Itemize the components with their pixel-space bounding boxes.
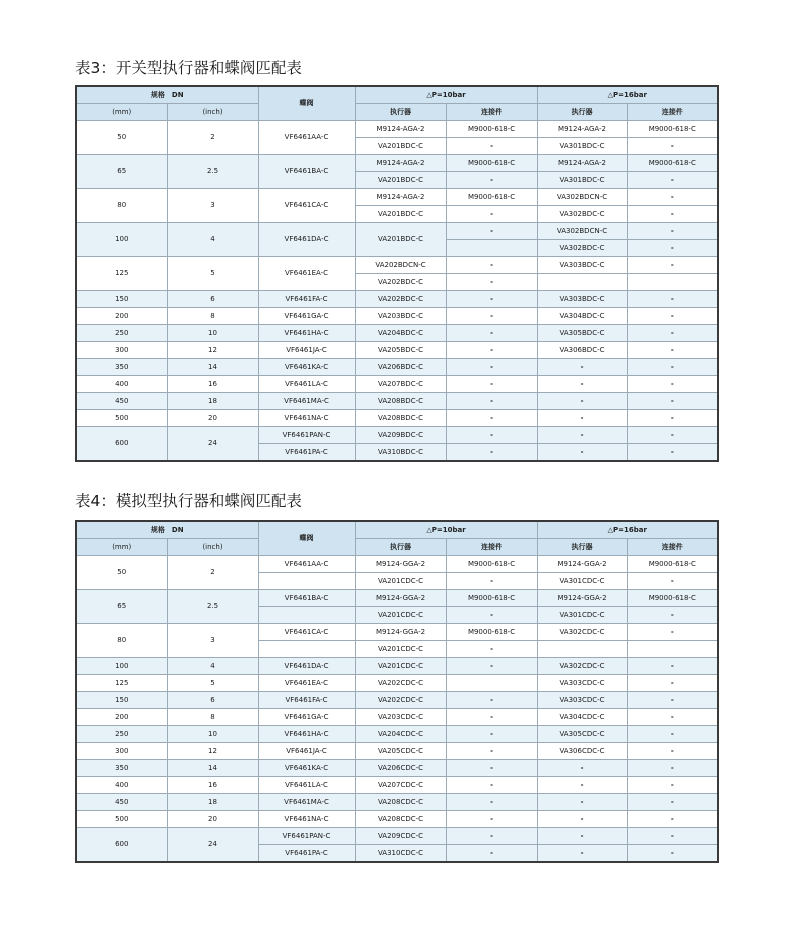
cell-connector-16bar: - <box>627 444 718 462</box>
cell-connector-10bar: - <box>446 342 537 359</box>
cell-actuator-16bar: - <box>537 444 627 462</box>
cell-connector-10bar: M9000-618-C <box>446 155 537 172</box>
table-row <box>76 726 718 743</box>
cell-dn-inch: 12 <box>167 743 258 760</box>
cell-valve: VF6461PA-C <box>258 444 355 462</box>
cell-connector-10bar: - <box>446 743 537 760</box>
cell-connector-10bar <box>446 240 537 257</box>
cell-dn-inch: 16 <box>167 777 258 794</box>
header-connector-16bar: 连接件 <box>627 104 718 121</box>
cell-connector-10bar: M9000-618-C <box>446 590 537 607</box>
cell-actuator-10bar: VA310BDC-C <box>355 444 446 462</box>
cell-actuator-16bar: VA302BDCN-C <box>537 223 627 240</box>
cell-actuator-16bar: VA303CDC-C <box>537 692 627 709</box>
cell-actuator-10bar: VA204CDC-C <box>355 726 446 743</box>
cell-actuator-16bar: - <box>537 845 627 863</box>
cell-dn-mm: 150 <box>76 692 167 709</box>
cell-connector-16bar: - <box>627 376 718 393</box>
cell-actuator-16bar: VA303BDC-C <box>537 257 627 274</box>
cell-connector-16bar: - <box>627 760 718 777</box>
cell-dn-mm: 200 <box>76 709 167 726</box>
cell-actuator-10bar: VA201CDC-C <box>355 573 446 590</box>
cell-actuator-16bar: - <box>537 811 627 828</box>
cell-connector-10bar: - <box>446 206 537 223</box>
cell-connector-16bar: M9000-618-C <box>627 556 718 573</box>
cell-actuator-16bar: - <box>537 427 627 444</box>
cell-valve: VF6461BA-C <box>258 155 355 189</box>
cell-actuator-10bar: VA209CDC-C <box>355 828 446 845</box>
table-row <box>76 155 718 172</box>
header-dp-10bar: △P=10bar <box>355 521 537 539</box>
cell-valve: VF6461GA-C <box>258 709 355 726</box>
cell-actuator-16bar: - <box>537 828 627 845</box>
cell-connector-16bar: - <box>627 172 718 189</box>
cell-actuator-16bar: M9124-GGA-2 <box>537 556 627 573</box>
cell-dn-inch: 5 <box>167 675 258 692</box>
cell-valve: VF6461CA-C <box>258 189 355 223</box>
cell-actuator-16bar: - <box>537 777 627 794</box>
cell-valve: VF6461NA-C <box>258 410 355 427</box>
cell-connector-10bar: - <box>446 223 537 240</box>
cell-actuator-10bar: VA209BDC-C <box>355 427 446 444</box>
table-row <box>76 709 718 726</box>
cell-connector-16bar: - <box>627 777 718 794</box>
cell-connector-16bar: - <box>627 794 718 811</box>
cell-dn-inch: 20 <box>167 811 258 828</box>
cell-connector-16bar: - <box>627 138 718 155</box>
header-spec-dn: 规格 DN <box>76 521 258 539</box>
cell-valve: VF6461PA-C <box>258 845 355 863</box>
cell-dn-inch: 16 <box>167 376 258 393</box>
cell-valve: VF6461AA-C <box>258 121 355 155</box>
cell-actuator-10bar: VA203CDC-C <box>355 709 446 726</box>
cell-connector-10bar: - <box>446 427 537 444</box>
cell-dn-mm: 125 <box>76 675 167 692</box>
header-dp-16bar: △P=16bar <box>537 86 718 104</box>
cell-actuator-16bar: - <box>537 760 627 777</box>
cell-actuator-16bar: VA304CDC-C <box>537 709 627 726</box>
cell-connector-16bar: - <box>627 573 718 590</box>
cell-actuator-10bar: VA202BDCN-C <box>355 257 446 274</box>
cell-dn-inch: 24 <box>167 828 258 863</box>
table-row <box>76 427 718 444</box>
table4-analog-actuator-matching <box>75 520 719 863</box>
cell-connector-16bar: - <box>627 427 718 444</box>
cell-dn-mm: 400 <box>76 777 167 794</box>
cell-valve: VF6461EA-C <box>258 257 355 291</box>
cell-valve: VF6461KA-C <box>258 359 355 376</box>
table-row <box>76 743 718 760</box>
cell-actuator-10bar: VA205BDC-C <box>355 342 446 359</box>
table4-title: 表4：模拟型执行器和蝶阀匹配表 <box>75 492 302 510</box>
table-row <box>76 760 718 777</box>
cell-connector-16bar: - <box>627 189 718 206</box>
cell-dn-mm: 65 <box>76 590 167 624</box>
cell-actuator-10bar: M9124-GGA-2 <box>355 590 446 607</box>
cell-connector-10bar: - <box>446 257 537 274</box>
cell-actuator-16bar: VA302BDCN-C <box>537 189 627 206</box>
cell-dn-inch: 24 <box>167 427 258 462</box>
header-connector-16bar: 连接件 <box>627 539 718 556</box>
cell-actuator-16bar: VA304BDC-C <box>537 308 627 325</box>
cell-connector-16bar: - <box>627 607 718 624</box>
cell-dn-mm: 450 <box>76 393 167 410</box>
cell-actuator-10bar: VA202BDC-C <box>355 291 446 308</box>
cell-connector-16bar: - <box>627 828 718 845</box>
cell-dn-inch: 14 <box>167 760 258 777</box>
cell-actuator-16bar <box>537 641 627 658</box>
cell-connector-10bar: - <box>446 607 537 624</box>
cell-dn-mm: 600 <box>76 828 167 863</box>
cell-dn-inch: 14 <box>167 359 258 376</box>
table-row <box>76 223 718 240</box>
cell-dn-mm: 400 <box>76 376 167 393</box>
cell-connector-10bar: - <box>446 393 537 410</box>
cell-connector-10bar: - <box>446 308 537 325</box>
cell-connector-16bar: - <box>627 675 718 692</box>
cell-valve: VF6461NA-C <box>258 811 355 828</box>
cell-actuator-10bar: VA202CDC-C <box>355 692 446 709</box>
cell-actuator-10bar: VA206BDC-C <box>355 359 446 376</box>
header-dp-10bar: △P=10bar <box>355 86 537 104</box>
header-dp-16bar: △P=16bar <box>537 521 718 539</box>
cell-actuator-16bar: VA301CDC-C <box>537 573 627 590</box>
cell-dn-inch: 18 <box>167 393 258 410</box>
cell-actuator-16bar: - <box>537 794 627 811</box>
cell-dn-mm: 250 <box>76 325 167 342</box>
cell-actuator-16bar: VA303CDC-C <box>537 675 627 692</box>
cell-valve: VF6461FA-C <box>258 692 355 709</box>
cell-dn-inch: 5 <box>167 257 258 291</box>
cell-dn-mm: 350 <box>76 359 167 376</box>
cell-valve: VF6461KA-C <box>258 760 355 777</box>
cell-actuator-10bar: VA204BDC-C <box>355 325 446 342</box>
cell-dn-inch: 6 <box>167 291 258 308</box>
cell-dn-mm: 350 <box>76 760 167 777</box>
cell-valve: VF6461LA-C <box>258 376 355 393</box>
cell-valve: VF6461FA-C <box>258 291 355 308</box>
table4-body <box>76 556 718 863</box>
cell-dn-inch: 10 <box>167 325 258 342</box>
header-actuator-10bar: 执行器 <box>355 104 446 121</box>
cell-dn-inch: 2 <box>167 121 258 155</box>
header-spec-dn: 规格 DN <box>76 86 258 104</box>
cell-dn-inch: 4 <box>167 223 258 257</box>
table-row <box>76 291 718 308</box>
cell-dn-mm: 65 <box>76 155 167 189</box>
cell-actuator-10bar: M9124-AGA-2 <box>355 121 446 138</box>
cell-valve: VF6461GA-C <box>258 308 355 325</box>
cell-connector-16bar: - <box>627 206 718 223</box>
cell-valve <box>258 573 355 590</box>
cell-connector-16bar: - <box>627 811 718 828</box>
cell-dn-mm: 200 <box>76 308 167 325</box>
cell-connector-10bar: - <box>446 641 537 658</box>
cell-dn-inch: 18 <box>167 794 258 811</box>
cell-connector-16bar: - <box>627 624 718 641</box>
cell-dn-inch: 3 <box>167 624 258 658</box>
cell-connector-16bar: - <box>627 342 718 359</box>
table-row <box>76 794 718 811</box>
table-row <box>76 359 718 376</box>
cell-connector-16bar: M9000-618-C <box>627 121 718 138</box>
cell-connector-16bar: - <box>627 359 718 376</box>
cell-actuator-10bar: VA201BDC-C <box>355 138 446 155</box>
cell-valve: VF6461JA-C <box>258 342 355 359</box>
cell-actuator-10bar: VA208CDC-C <box>355 794 446 811</box>
table3-title: 表3：开关型执行器和蝶阀匹配表 <box>75 59 302 77</box>
cell-actuator-10bar: VA201CDC-C <box>355 641 446 658</box>
cell-connector-10bar: - <box>446 138 537 155</box>
cell-dn-mm: 450 <box>76 794 167 811</box>
cell-actuator-16bar: VA303BDC-C <box>537 291 627 308</box>
cell-actuator-10bar: VA201CDC-C <box>355 658 446 675</box>
cell-connector-10bar: - <box>446 726 537 743</box>
cell-valve: VF6461BA-C <box>258 590 355 607</box>
cell-actuator-10bar: VA202CDC-C <box>355 675 446 692</box>
table-row <box>76 342 718 359</box>
cell-connector-10bar: - <box>446 274 537 291</box>
cell-actuator-10bar: M9124-AGA-2 <box>355 155 446 172</box>
cell-dn-inch: 6 <box>167 692 258 709</box>
table-row <box>76 121 718 138</box>
cell-valve: VF6461CA-C <box>258 624 355 641</box>
cell-dn-mm: 300 <box>76 743 167 760</box>
cell-actuator-16bar: VA306BDC-C <box>537 342 627 359</box>
cell-connector-16bar: - <box>627 291 718 308</box>
cell-actuator-16bar: VA301BDC-C <box>537 172 627 189</box>
cell-dn-inch: 8 <box>167 709 258 726</box>
cell-actuator-10bar: VA208BDC-C <box>355 393 446 410</box>
cell-dn-mm: 80 <box>76 189 167 223</box>
cell-dn-mm: 100 <box>76 658 167 675</box>
cell-valve: VF6461AA-C <box>258 556 355 573</box>
cell-actuator-10bar: VA201BDC-C <box>355 223 446 257</box>
cell-dn-mm: 250 <box>76 726 167 743</box>
cell-connector-10bar: M9000-618-C <box>446 189 537 206</box>
cell-connector-10bar: - <box>446 172 537 189</box>
cell-actuator-16bar: VA305BDC-C <box>537 325 627 342</box>
cell-actuator-16bar: - <box>537 376 627 393</box>
table-row <box>76 376 718 393</box>
cell-actuator-16bar: VA302BDC-C <box>537 206 627 223</box>
cell-dn-mm: 50 <box>76 121 167 155</box>
cell-dn-mm: 150 <box>76 291 167 308</box>
cell-valve: VF6461PAN-C <box>258 427 355 444</box>
table-row <box>76 777 718 794</box>
cell-actuator-16bar: - <box>537 359 627 376</box>
cell-connector-10bar: - <box>446 845 537 863</box>
cell-connector-16bar: - <box>627 726 718 743</box>
header-connector-10bar: 连接件 <box>446 104 537 121</box>
cell-actuator-16bar: M9124-AGA-2 <box>537 121 627 138</box>
table-row <box>76 811 718 828</box>
cell-actuator-10bar: VA203BDC-C <box>355 308 446 325</box>
header-inch: (inch) <box>167 539 258 556</box>
cell-valve: VF6461JA-C <box>258 743 355 760</box>
cell-valve: VF6461HA-C <box>258 325 355 342</box>
cell-dn-inch: 10 <box>167 726 258 743</box>
cell-connector-10bar: - <box>446 376 537 393</box>
cell-connector-16bar: - <box>627 257 718 274</box>
cell-dn-inch: 2.5 <box>167 155 258 189</box>
cell-dn-inch: 4 <box>167 658 258 675</box>
cell-actuator-10bar: VA310CDC-C <box>355 845 446 863</box>
cell-connector-16bar: - <box>627 658 718 675</box>
cell-actuator-16bar: M9124-AGA-2 <box>537 155 627 172</box>
cell-dn-inch: 12 <box>167 342 258 359</box>
cell-actuator-10bar: M9124-GGA-2 <box>355 556 446 573</box>
cell-connector-10bar: M9000-618-C <box>446 121 537 138</box>
table-row <box>76 658 718 675</box>
header-mm: (mm) <box>76 539 167 556</box>
cell-dn-inch: 8 <box>167 308 258 325</box>
cell-actuator-16bar: VA302CDC-C <box>537 624 627 641</box>
cell-dn-mm: 80 <box>76 624 167 658</box>
cell-connector-10bar: - <box>446 325 537 342</box>
header-actuator-16bar: 执行器 <box>537 104 627 121</box>
cell-actuator-10bar: VA202BDC-C <box>355 274 446 291</box>
table3-body <box>76 121 718 462</box>
cell-actuator-10bar: VA201BDC-C <box>355 172 446 189</box>
header-inch: (inch) <box>167 104 258 121</box>
cell-valve: VF6461DA-C <box>258 658 355 675</box>
cell-connector-10bar: - <box>446 291 537 308</box>
cell-connector-10bar: - <box>446 794 537 811</box>
cell-dn-mm: 500 <box>76 811 167 828</box>
cell-connector-16bar: - <box>627 240 718 257</box>
table3-switch-actuator-matching <box>75 85 719 462</box>
cell-connector-16bar: - <box>627 692 718 709</box>
cell-connector-10bar: - <box>446 811 537 828</box>
cell-connector-16bar: - <box>627 845 718 863</box>
cell-connector-16bar: M9000-618-C <box>627 155 718 172</box>
table-row <box>76 325 718 342</box>
cell-connector-16bar: - <box>627 410 718 427</box>
table-row <box>76 556 718 573</box>
cell-connector-10bar: - <box>446 777 537 794</box>
cell-actuator-10bar: VA201BDC-C <box>355 206 446 223</box>
header-valve: 蝶阀 <box>258 521 355 556</box>
table-row <box>76 410 718 427</box>
cell-actuator-16bar <box>537 274 627 291</box>
cell-connector-10bar: M9000-618-C <box>446 556 537 573</box>
cell-connector-16bar: - <box>627 393 718 410</box>
cell-valve: VF6461MA-C <box>258 794 355 811</box>
cell-valve <box>258 607 355 624</box>
cell-connector-16bar <box>627 641 718 658</box>
cell-dn-mm: 125 <box>76 257 167 291</box>
cell-connector-10bar: - <box>446 410 537 427</box>
cell-actuator-10bar: VA206CDC-C <box>355 760 446 777</box>
cell-dn-mm: 100 <box>76 223 167 257</box>
cell-connector-10bar: - <box>446 573 537 590</box>
cell-dn-mm: 600 <box>76 427 167 462</box>
header-actuator-16bar: 执行器 <box>537 539 627 556</box>
cell-connector-10bar: - <box>446 359 537 376</box>
cell-actuator-16bar: VA302CDC-C <box>537 658 627 675</box>
table-row <box>76 393 718 410</box>
header-valve: 蝶阀 <box>258 86 355 121</box>
cell-connector-16bar: - <box>627 325 718 342</box>
table-row <box>76 308 718 325</box>
cell-actuator-10bar: VA201CDC-C <box>355 607 446 624</box>
cell-actuator-16bar: VA302BDC-C <box>537 240 627 257</box>
cell-valve: VF6461HA-C <box>258 726 355 743</box>
cell-actuator-10bar: M9124-GGA-2 <box>355 624 446 641</box>
cell-dn-inch: 2.5 <box>167 590 258 624</box>
cell-actuator-16bar: VA306CDC-C <box>537 743 627 760</box>
cell-valve: VF6461DA-C <box>258 223 355 257</box>
cell-valve: VF6461LA-C <box>258 777 355 794</box>
cell-actuator-10bar: VA208CDC-C <box>355 811 446 828</box>
cell-actuator-10bar: VA208BDC-C <box>355 410 446 427</box>
cell-connector-10bar: - <box>446 692 537 709</box>
cell-connector-16bar: - <box>627 709 718 726</box>
cell-dn-mm: 300 <box>76 342 167 359</box>
table-row <box>76 624 718 641</box>
cell-connector-10bar: - <box>446 658 537 675</box>
header-mm: (mm) <box>76 104 167 121</box>
cell-actuator-16bar: M9124-GGA-2 <box>537 590 627 607</box>
cell-actuator-16bar: VA301CDC-C <box>537 607 627 624</box>
cell-connector-16bar: - <box>627 223 718 240</box>
cell-connector-10bar: - <box>446 828 537 845</box>
header-connector-10bar: 连接件 <box>446 539 537 556</box>
cell-connector-10bar: - <box>446 760 537 777</box>
cell-dn-inch: 20 <box>167 410 258 427</box>
cell-actuator-16bar: - <box>537 410 627 427</box>
cell-connector-16bar: M9000-618-C <box>627 590 718 607</box>
cell-connector-10bar <box>446 675 537 692</box>
cell-actuator-10bar: M9124-AGA-2 <box>355 189 446 206</box>
table-row <box>76 257 718 274</box>
cell-dn-mm: 500 <box>76 410 167 427</box>
cell-connector-10bar: - <box>446 444 537 462</box>
cell-actuator-16bar: VA301BDC-C <box>537 138 627 155</box>
cell-dn-inch: 3 <box>167 189 258 223</box>
table-row <box>76 675 718 692</box>
cell-actuator-10bar: VA207BDC-C <box>355 376 446 393</box>
table-row <box>76 590 718 607</box>
cell-actuator-10bar: VA205CDC-C <box>355 743 446 760</box>
table-row <box>76 828 718 845</box>
cell-valve: VF6461PAN-C <box>258 828 355 845</box>
cell-dn-mm: 50 <box>76 556 167 590</box>
cell-connector-16bar: - <box>627 308 718 325</box>
cell-actuator-10bar: VA207CDC-C <box>355 777 446 794</box>
cell-dn-inch: 2 <box>167 556 258 590</box>
header-actuator-10bar: 执行器 <box>355 539 446 556</box>
cell-actuator-16bar: VA305CDC-C <box>537 726 627 743</box>
cell-actuator-16bar: - <box>537 393 627 410</box>
cell-connector-10bar: M9000-618-C <box>446 624 537 641</box>
table-row <box>76 692 718 709</box>
cell-connector-10bar: - <box>446 709 537 726</box>
cell-valve: VF6461EA-C <box>258 675 355 692</box>
table-row <box>76 189 718 206</box>
cell-valve <box>258 641 355 658</box>
cell-valve: VF6461MA-C <box>258 393 355 410</box>
cell-connector-16bar <box>627 274 718 291</box>
cell-connector-16bar: - <box>627 743 718 760</box>
